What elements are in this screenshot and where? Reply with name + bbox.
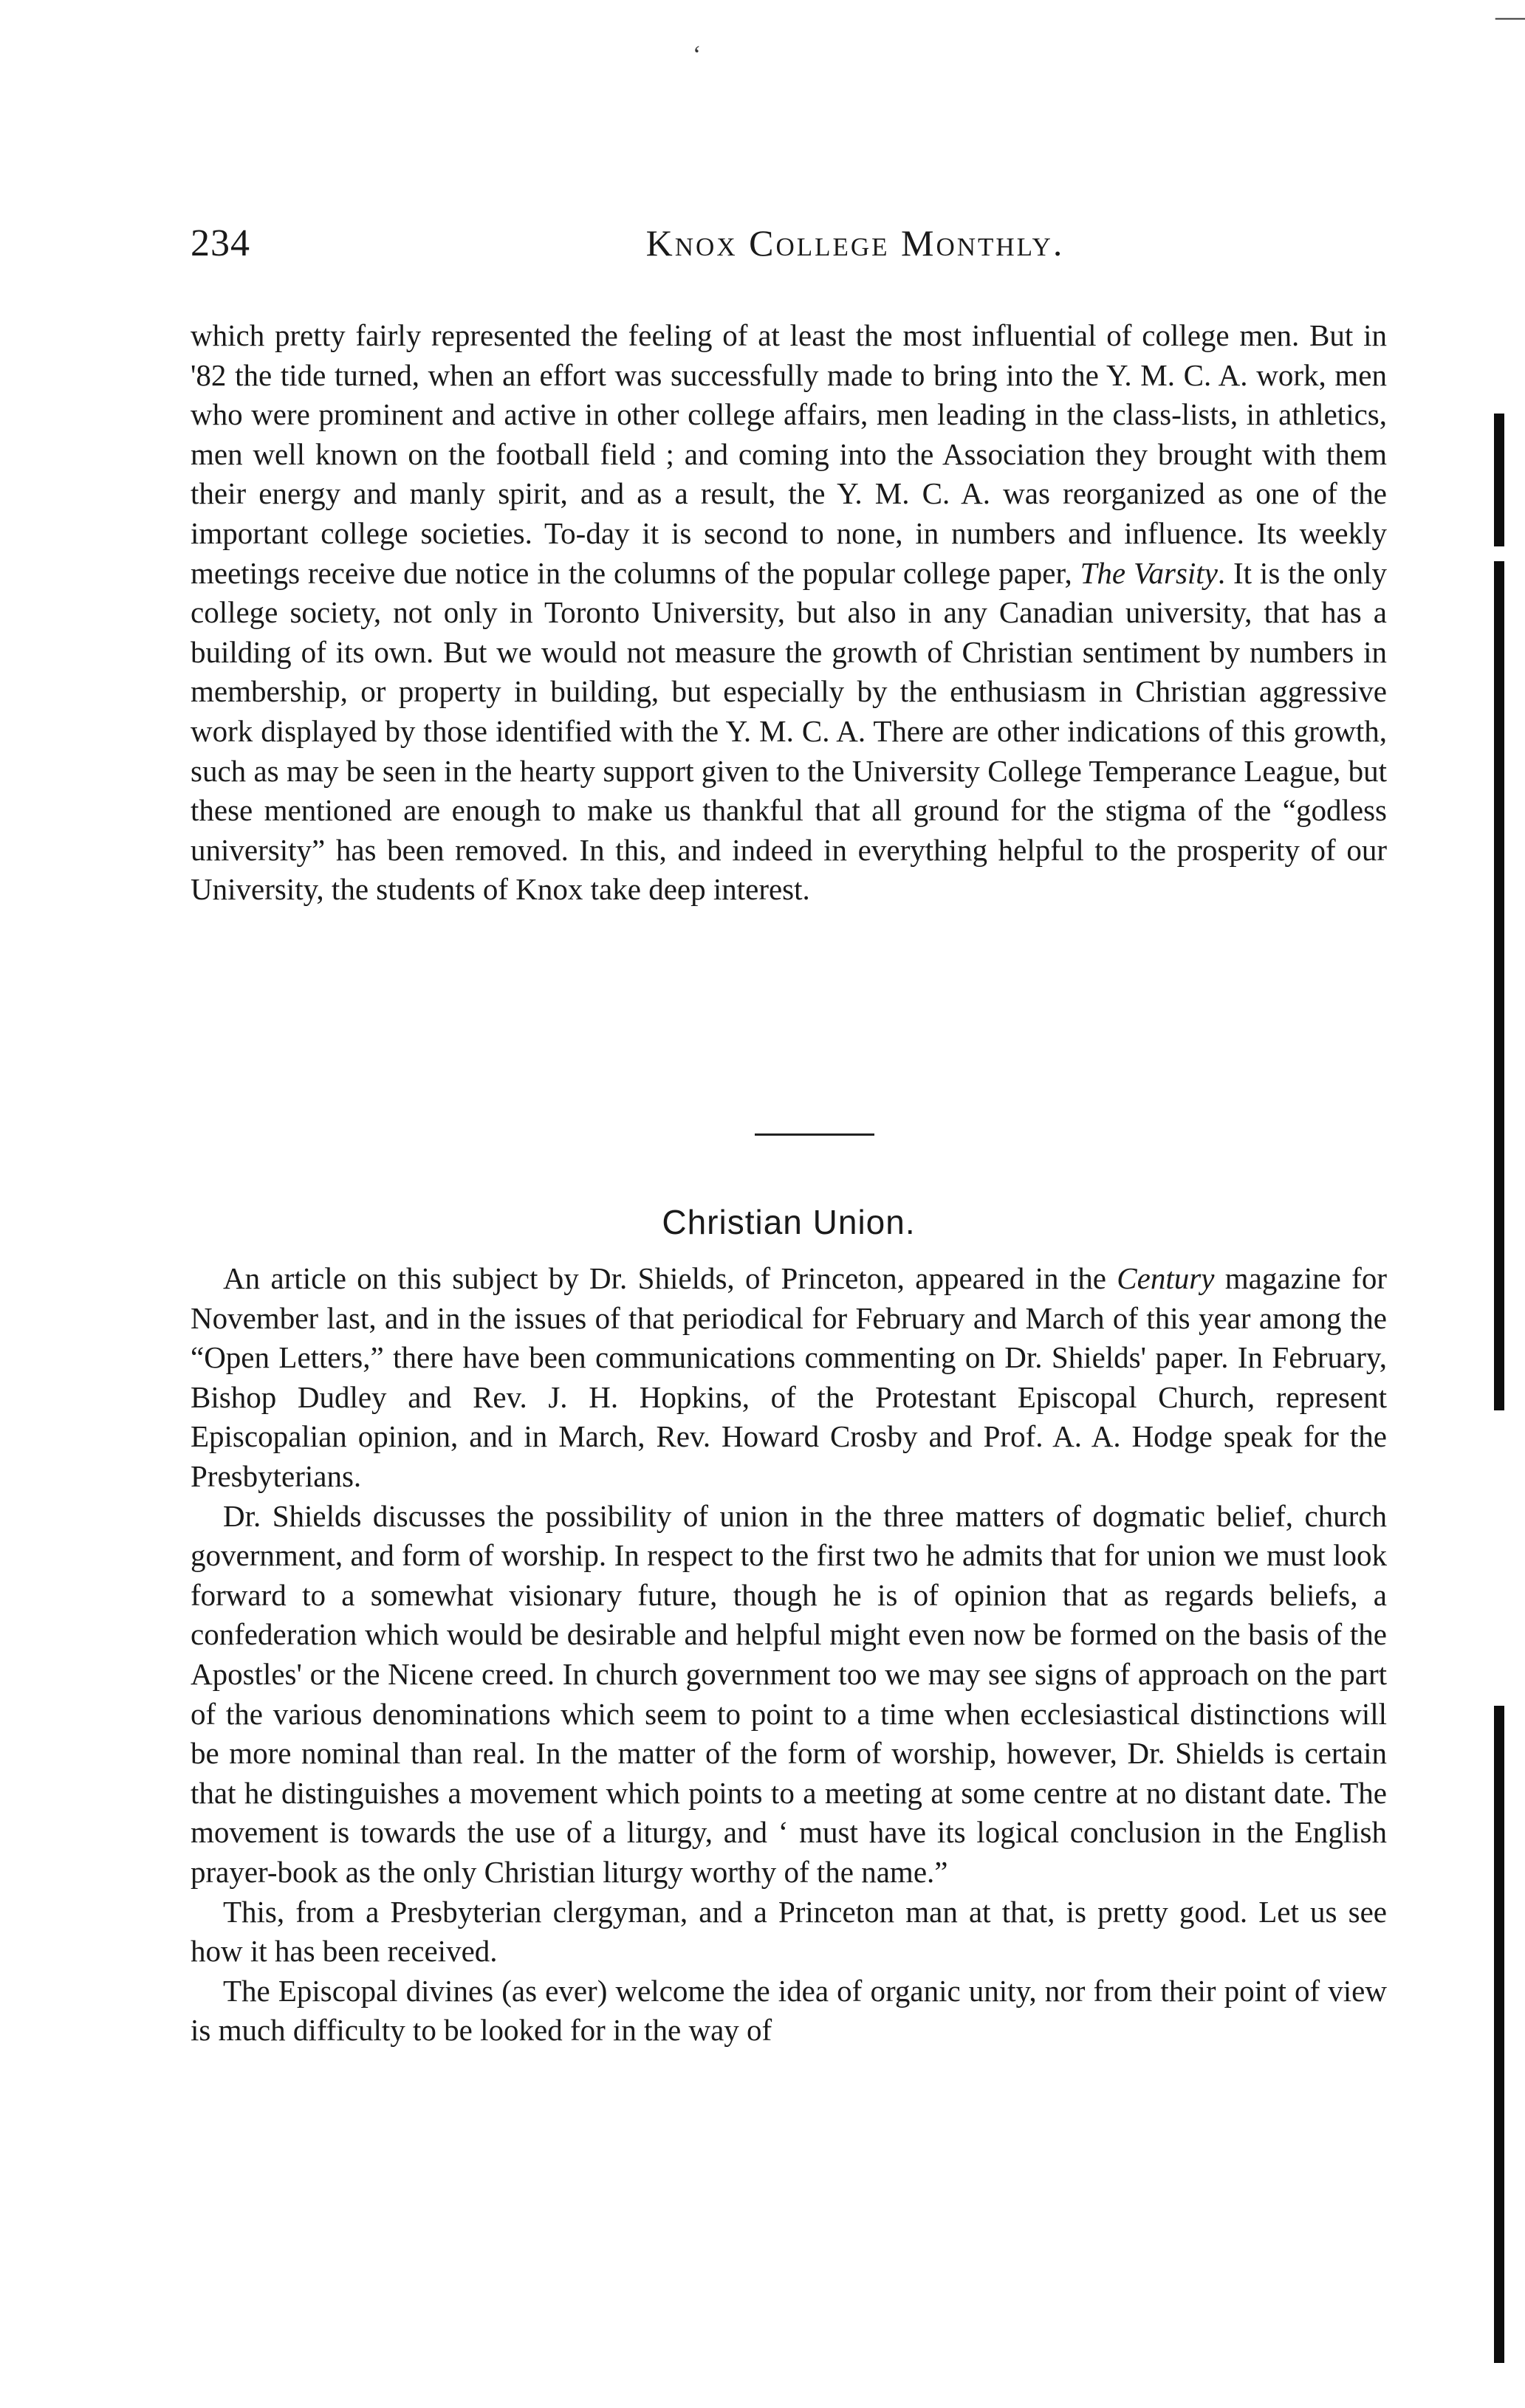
paragraph: which pretty fairly represented the feeling of at least the most influential of college men. But in '82 the tide turned, when an effort was successfully made to bring into the Y. M. C. A. work, men who were prominent and active in other college affairs, men leading in the class-lists, in athletics, men well known on the football field ; and coming into the Association they brought with them their energy and manly spirit, and as a result, the Y. M. C. A. was reorganized as one of the important college societies. To-day it is second to none, in numbers and influence. Its weekly meetings receive due notice in the columns of the popular college paper, The Varsity. It is the only college society, not only in Toronto University, but also in any Canadian university, that has a building of its own. But we would not measure the growth of Christian sentiment by numbers in membership, or property in building, but especially by the enthusiasm in Christian aggressive work displayed by those identified with the Y. M. C. A. There are other indications of this growth, such as may be seen in the hearty support given to the University College Temperance League, but these mentioned are enough to make us thankful that all ground for the stigma of the “godless university” has been removed. In this, and indeed in everything helpful to the prosperity of our University, the students of Knox take deep interest. [191,318,1387,907]
magazine-title: Century [1117,1261,1215,1295]
running-title: Knox College Monthly. [645,222,1065,264]
page-edge-shadow [1494,1706,1504,2363]
page-edge-shadow [1494,414,1504,546]
newspaper-title: The Varsity [1080,555,1218,590]
page-number: 234 [191,222,250,264]
page-header [191,222,1387,273]
paragraph: The Episcopal divines (as ever) welcome the idea of organic unity, nor from their point of view is much difficulty to be looked for in the way of [191,1973,1387,2048]
article-continuation [191,316,1387,910]
scan-dash-mark: — [1495,0,1525,32]
paragraph: An article on this subject by Dr. Shields, of Princeton, appeared in the Century magazine for November last, and in the issues of that periodical for February and March of this year among the “Open Letters,” there have been communications commenting on Dr. Shields' paper. In February, Bishop Dudley and Rev. J. H. Hopkins, of the Protestant Episcopal Church, represent Episcopalian opinion, and in March, Rev. Howard Crosby and Prof. A. A. Hodge speak for the Presbyterians. [191,1261,1387,1493]
page-edge-shadow [1494,561,1504,1410]
christian-union-article [191,1259,1387,2051]
paragraph: This, from a Presbyterian clergyman, and a Princeton man at that, is pretty good. Let us see how it has been received. [191,1894,1387,1969]
scan-tick-mark: ‘ [693,41,702,69]
paragraph: Dr. Shields discusses the possibility of union in the three matters of dogmatic belief, church government, and form of worship. In respect to the first two he admits that for union we must look forward to a somewhat visionary future, though he is of opinion that as regards beliefs, a confederation which would be desirable and helpful might even now be formed on the basis of the Apostles' or the Nicene creed. In church government too we may see signs of approach on the part of the various denominations which seem to point to a time when ecclesiastical distinctions will be more nominal than real. In the matter of the form of worship, however, Dr. Shields is certain that he distinguishes a movement which points to a meeting at some centre at no distant date. The movement is towards the use of a liturgy, and ‘ must have its logical conclusion in the English prayer-book as the only Christian liturgy worthy of the name.” [191,1498,1387,1889]
section-heading: Christian Union. [662,1203,916,1241]
section-divider [755,1133,874,1136]
